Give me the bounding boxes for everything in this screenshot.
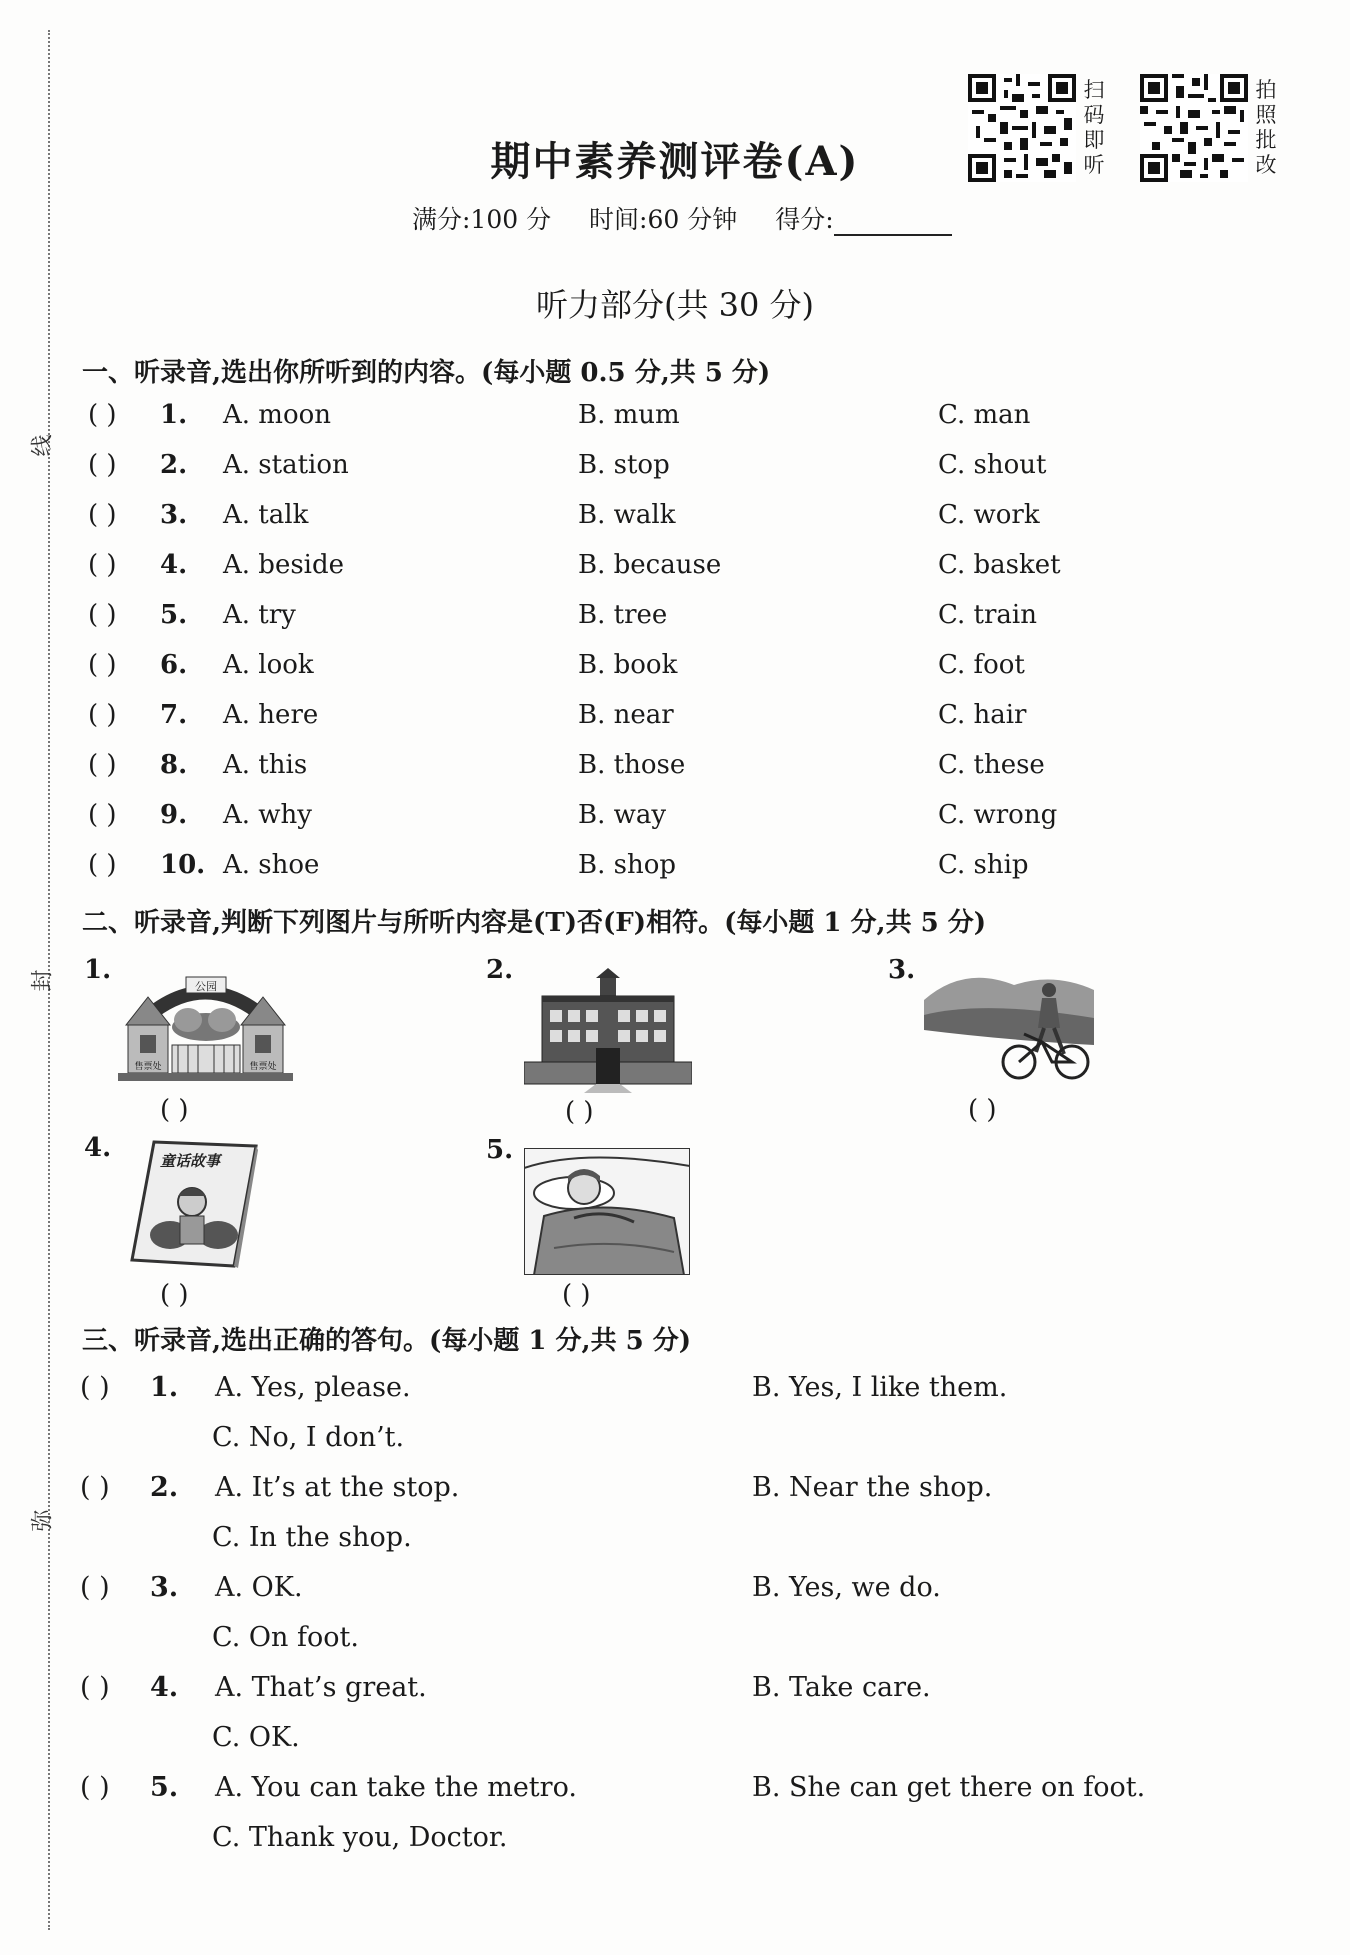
option-a: A. why: [223, 800, 312, 830]
option-b: B. walk: [578, 500, 676, 530]
building-icon: [524, 968, 692, 1093]
answer-blank[interactable]: ( ): [88, 750, 117, 780]
option-a: A. It’s at the stop.: [215, 1472, 460, 1503]
option-a: A. shoe: [223, 850, 320, 880]
answer-blank[interactable]: ( ): [88, 450, 117, 480]
option-b: B. near: [578, 700, 674, 730]
picture-number: 4.: [84, 1133, 112, 1163]
question-row: [88, 700, 1288, 740]
sick-in-bed-icon: [524, 1148, 690, 1275]
question-number: 10.: [160, 850, 206, 880]
answer-blank[interactable]: ( ): [80, 1672, 110, 1703]
question-row: [80, 1472, 1280, 1512]
question-number: 4.: [150, 1672, 179, 1703]
question-number: 6.: [160, 650, 188, 680]
answer-blank[interactable]: ( ): [88, 700, 117, 730]
question-number: 3.: [150, 1572, 179, 1603]
section3-heading: 三、听录音,选出正确的答句。(每小题 1 分,共 5 分): [82, 1326, 692, 1356]
score-blank[interactable]: [834, 212, 952, 236]
answer-blank[interactable]: ( ): [160, 1280, 189, 1310]
answer-blank[interactable]: ( ): [80, 1572, 110, 1603]
storybook-icon: [130, 1140, 260, 1268]
option-a: A. try: [223, 600, 296, 630]
answer-blank[interactable]: ( ): [80, 1372, 110, 1403]
question-row: [88, 800, 1288, 840]
option-b: B. Yes, I like them.: [752, 1372, 1008, 1403]
option-b: B. those: [578, 750, 686, 780]
option-c: C. foot: [938, 650, 1025, 680]
binding-mark-mi: 弥: [30, 1509, 56, 1532]
option-a: A. station: [223, 450, 349, 480]
option-a: A. beside: [223, 550, 345, 580]
page-title: 期中素养测评卷(A): [490, 138, 860, 185]
question-number: 5.: [150, 1772, 179, 1803]
option-b: B. tree: [578, 600, 668, 630]
qr-caption-grade: 拍照批改: [1255, 78, 1277, 177]
option-a: A. OK.: [215, 1572, 303, 1603]
question-number: 5.: [160, 600, 188, 630]
question-row: [88, 850, 1288, 890]
question-number: 1.: [150, 1372, 179, 1403]
option-b: B. Yes, we do.: [752, 1572, 941, 1603]
option-b: B. She can get there on foot.: [752, 1772, 1146, 1803]
question-number: 2.: [150, 1472, 179, 1503]
answer-blank[interactable]: ( ): [80, 1472, 110, 1503]
option-c: C. shout: [938, 450, 1047, 480]
picture-number: 3.: [888, 955, 916, 985]
picture-number: 1.: [84, 955, 112, 985]
question-row: [80, 1672, 1280, 1712]
answer-blank[interactable]: ( ): [88, 650, 117, 680]
book-title: 童话故事: [159, 1152, 221, 1170]
question-row: [88, 650, 1288, 690]
option-a: A. Yes, please.: [215, 1372, 411, 1403]
option-c: C. In the shop.: [212, 1522, 412, 1553]
question-number: 4.: [160, 550, 188, 580]
exam-info: [412, 200, 982, 236]
question-row: [88, 750, 1288, 790]
ticket-sign-left: 售票处: [134, 1062, 162, 1072]
option-b: B. Take care.: [752, 1672, 931, 1703]
question-number: 9.: [160, 800, 188, 830]
answer-blank[interactable]: ( ): [160, 1095, 189, 1125]
option-c: C. these: [938, 750, 1045, 780]
question-number: 2.: [160, 450, 188, 480]
option-b: B. stop: [578, 450, 670, 480]
section-subtitle: 听力部分(共 30 分): [535, 286, 815, 324]
bike-rider-icon: [924, 970, 1094, 1082]
question-number: 1.: [160, 400, 188, 430]
qr-caption-listen: 扫码即听: [1083, 78, 1105, 177]
question-row: [88, 500, 1288, 540]
option-c: C. wrong: [938, 800, 1058, 830]
question-row: [88, 400, 1288, 440]
option-c: C. Thank you, Doctor.: [212, 1822, 508, 1853]
full-score: 满分:100 分: [412, 205, 552, 234]
answer-blank[interactable]: ( ): [88, 600, 117, 630]
option-a: A. You can take the metro.: [215, 1772, 577, 1803]
binding-mark-feng: 封: [30, 969, 56, 992]
question-row: [88, 600, 1288, 640]
park-sign-text: 公园: [195, 980, 217, 993]
question-number: 3.: [160, 500, 188, 530]
answer-blank[interactable]: ( ): [80, 1772, 110, 1803]
option-b: B. shop: [578, 850, 677, 880]
binding-mark-xian: 线: [30, 434, 56, 457]
question-row: [80, 1572, 1280, 1612]
option-c: C. work: [938, 500, 1040, 530]
answer-blank[interactable]: ( ): [88, 500, 117, 530]
answer-blank[interactable]: ( ): [562, 1280, 591, 1310]
ticket-sign-right: 售票处: [249, 1062, 277, 1072]
option-c: C. man: [938, 400, 1031, 430]
option-b: B. book: [578, 650, 678, 680]
answer-blank[interactable]: ( ): [88, 850, 117, 880]
option-c: C. No, I don’t.: [212, 1422, 405, 1453]
park-gate-icon: [118, 965, 293, 1083]
score-label: 得分:: [775, 205, 834, 234]
answer-blank[interactable]: ( ): [88, 800, 117, 830]
option-b: B. because: [578, 550, 722, 580]
time-limit: 时间:60 分钟: [589, 205, 738, 234]
option-c: C. basket: [938, 550, 1061, 580]
option-b: B. Near the shop.: [752, 1472, 993, 1503]
option-c: C. train: [938, 600, 1037, 630]
option-a: A. talk: [223, 500, 309, 530]
option-c: C. hair: [938, 700, 1027, 730]
answer-blank[interactable]: ( ): [968, 1095, 997, 1125]
option-a: A. this: [223, 750, 308, 780]
answer-blank[interactable]: ( ): [565, 1097, 594, 1127]
question-number: 7.: [160, 700, 188, 730]
option-c: C. OK.: [212, 1722, 300, 1753]
option-c: C. ship: [938, 850, 1029, 880]
option-b: B. mum: [578, 400, 680, 430]
question-row: [80, 1372, 1280, 1412]
answer-blank[interactable]: ( ): [88, 400, 117, 430]
option-a: A. here: [223, 700, 319, 730]
question-row: [80, 1772, 1280, 1812]
question-row: [88, 550, 1288, 590]
option-a: A. moon: [223, 400, 332, 430]
answer-blank[interactable]: ( ): [88, 550, 117, 580]
question-row: [88, 450, 1288, 490]
picture-number: 2.: [486, 955, 514, 985]
option-b: B. way: [578, 800, 667, 830]
picture-number: 5.: [486, 1135, 514, 1165]
option-a: A. That’s great.: [215, 1672, 427, 1703]
section2-heading: 二、听录音,判断下列图片与所听内容是(T)否(F)相符。(每小题 1 分,共 5 分): [82, 908, 987, 938]
option-c: C. On foot.: [212, 1622, 359, 1653]
option-a: A. look: [223, 650, 314, 680]
question-number: 8.: [160, 750, 188, 780]
section1-heading: 一、听录音,选出你所听到的内容。(每小题 0.5 分,共 5 分): [82, 358, 771, 388]
